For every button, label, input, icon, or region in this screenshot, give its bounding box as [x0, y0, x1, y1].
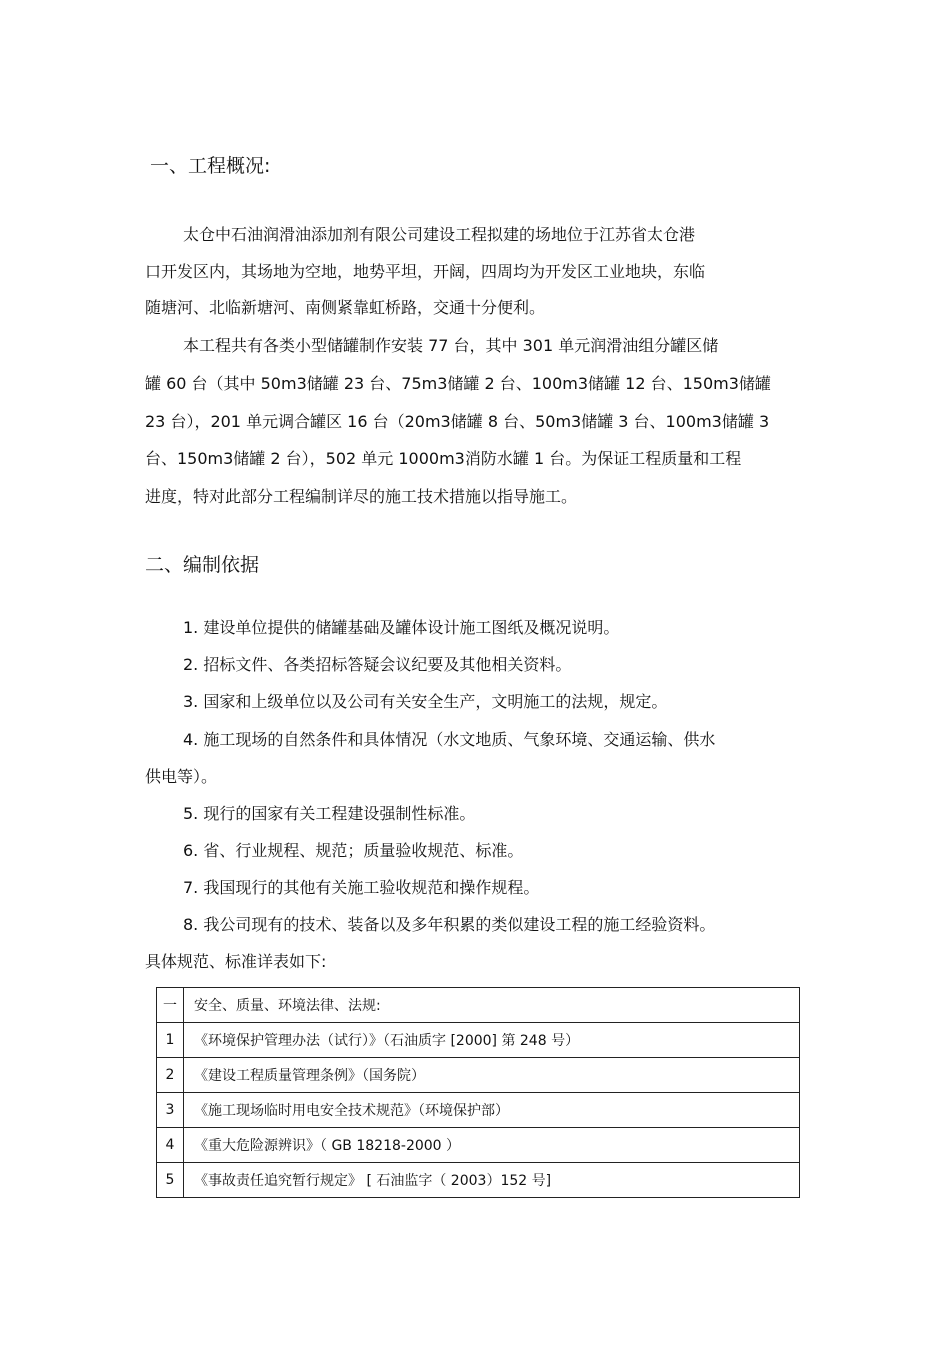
- section-heading-basis: 二、编制依据: [145, 554, 260, 576]
- table-row: [157, 1058, 800, 1093]
- row-number: 3: [157, 1093, 184, 1128]
- row-number: 4: [157, 1128, 184, 1163]
- row-text: 《事故责任追究暂行规定》 [ 石油监字（ 2003）152 号]: [184, 1163, 800, 1198]
- row-number: 一: [157, 988, 184, 1023]
- row-number: 2: [157, 1058, 184, 1093]
- table-row: [157, 1128, 800, 1163]
- list-item: 6. 省、行业规程、规范；质量验收规范、标准。: [183, 841, 524, 860]
- section-heading-overview: 一、工程概况:: [150, 155, 271, 177]
- table-row: [157, 988, 800, 1023]
- paragraph-line: 台、150m3储罐 2 台），502 单元 1000m3消防水罐 1 台。为保证工程质量和工程: [145, 449, 742, 468]
- list-item-continuation: 供电等）。: [145, 767, 218, 786]
- list-item: 4. 施工现场的自然条件和具体情况（水文地质、气象环境、交通运输、供水: [183, 730, 716, 749]
- row-text: 《重大危险源辨识》（ GB 18218-2000 ）: [184, 1128, 800, 1163]
- paragraph-line: 本工程共有各类小型储罐制作安装 77 台，其中 301 单元润滑油组分罐区储: [183, 336, 719, 355]
- paragraph-line: 太仓中石油润滑油添加剂有限公司建设工程拟建的场地位于江苏省太仓港: [183, 225, 696, 244]
- table-row: [157, 1023, 800, 1058]
- list-item: 3. 国家和上级单位以及公司有关安全生产，文明施工的法规，规定。: [183, 692, 668, 711]
- list-item: 5. 现行的国家有关工程建设强制性标准。: [183, 804, 476, 823]
- row-text: 《环境保护管理办法（试行）》（石油质字 [2000] 第 248 号）: [184, 1023, 800, 1058]
- list-item: 2. 招标文件、各类招标答疑会议纪要及其他相关资料。: [183, 655, 572, 674]
- paragraph-line: 随塘河、北临新塘河、南侧紧靠虹桥路，交通十分便利。: [145, 298, 546, 317]
- table-intro: 具体规范、标准详表如下:: [145, 952, 327, 971]
- row-text: 《建设工程质量管理条例》（国务院）: [184, 1058, 800, 1093]
- row-text: 《施工现场临时用电安全技术规范》（环境保护部）: [184, 1093, 800, 1128]
- table-row: [157, 1093, 800, 1128]
- paragraph-line: 23 台），201 单元调合罐区 16 台（20m3储罐 8 台、50m3储罐 3 台、100m3储罐 3: [145, 412, 770, 431]
- paragraph-line: 口开发区内，其场地为空地，地势平坦，开阔，四周均为开发区工业地块，东临: [145, 262, 706, 281]
- row-text: 安全、质量、环境法律、法规:: [184, 988, 800, 1023]
- paragraph-line: 进度，特对此部分工程编制详尽的施工技术措施以指导施工。: [145, 487, 578, 506]
- paragraph-line: 罐 60 台（其中 50m3储罐 23 台、75m3储罐 2 台、100m3储罐 12 台、150m3储罐: [145, 374, 771, 393]
- table-row: [157, 1163, 800, 1198]
- row-number: 1: [157, 1023, 184, 1058]
- list-item: 8. 我公司现有的技术、装备以及多年积累的类似建设工程的施工经验资料。: [183, 915, 716, 934]
- list-item: 7. 我国现行的其他有关施工验收规范和操作规程。: [183, 878, 540, 897]
- list-item: 1. 建设单位提供的储罐基础及罐体设计施工图纸及概况说明。: [183, 618, 620, 637]
- standards-table: [156, 987, 800, 1198]
- row-number: 5: [157, 1163, 184, 1198]
